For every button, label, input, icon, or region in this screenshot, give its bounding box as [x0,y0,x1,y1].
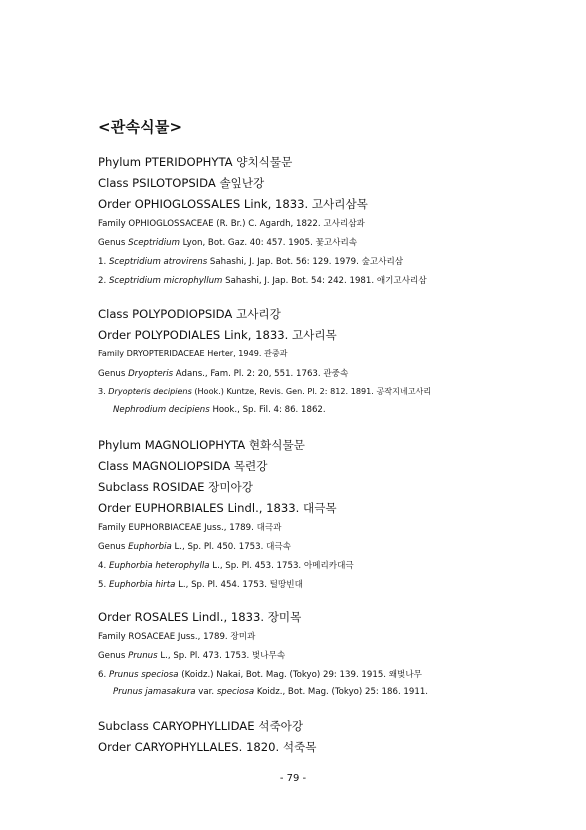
species-name: Dryopteris decipiens [108,386,192,396]
genus-name: Sceptridium [128,238,180,248]
species-line [98,386,431,397]
species-number: 1. [98,257,109,267]
genus-name: Prunus [128,651,158,661]
species-citation: (Koidz.) Nakai, Bot. Mag. (Tokyo) 29: 139. 1915. 왜벚나무 [178,670,422,680]
page-number: - 79 - [279,773,307,784]
order-line: Order EUPHORBIALES Lindl., 1833. 대극목 [98,501,337,515]
species-citation: Sahashi, J. Jap. Bot. 54: 242. 1981. 애기고사리삼 [222,276,427,286]
genus-citation: L., Sp. Pl. 473. 1753. 벚나무속 [157,651,286,661]
species-line [98,274,427,286]
genus-name: Dryopteris [128,369,174,379]
order-line: Order OPHIOGLOSSALES Link, 1833. 고사리삼목 [98,197,368,211]
genus-citation: Lyon, Bot. Gaz. 40: 457. 1905. 꽃고사리속 [179,238,358,248]
species-citation: L., Sp. Pl. 454. 1753. 털땅빈대 [175,580,303,590]
species-number: 2. [98,276,109,286]
species-citation: (Hook.) Kuntze, Revis. Gen. Pl. 2: 812. 1891. 공작지네고사리 [191,386,432,396]
genus-label: Genus [98,542,129,552]
genus-name: Euphorbia [128,542,172,552]
species-name: Sceptridium microphyllum [108,276,223,286]
class-line: Class PSILOTOPSIDA 솔잎난강 [98,176,265,190]
synonym-name: Nephrodium decipiens [113,405,210,415]
order-line: Order POLYPODIALES Link, 1833. 고사리목 [98,328,337,342]
genus-label: Genus [98,651,129,661]
genus-line [98,540,291,552]
genus-label: Genus [98,369,129,379]
genus-line [98,236,357,248]
synonym-name: Prunus jamasakura [113,687,196,697]
subclass-line: Subclass CARYOPHYLLIDAE 석죽아강 [98,719,304,733]
family-line: Family OPHIOGLOSSACEAE (R. Br.) C. Agardh, 1822. 고사리삼과 [98,219,365,229]
synonym-citation: Koidz., Bot. Mag. (Tokyo) 25: 186. 1911. [254,687,429,697]
phylum-line: Phylum MAGNOLIOPHYTA 현화식물문 [98,438,305,452]
species-line [98,559,354,571]
species-number: 3. [98,386,109,396]
genus-citation: Adans., Fam. Pl. 2: 20, 551. 1763. 관중속 [173,369,349,379]
species-number: 4. [98,561,109,571]
species-citation: Sahashi, J. Jap. Bot. 56: 129. 1979. 숲고사리삼 [207,257,404,267]
species-line [98,255,403,267]
species-number: 6. [98,670,109,680]
synonym-line [113,405,326,415]
species-name: Euphorbia hirta [108,580,176,590]
genus-line [98,367,348,379]
species-line [98,578,303,590]
family-line: Family ROSACEAE Juss., 1789. 장미과 [98,632,256,642]
class-line: Class POLYPODIOPSIDA 고사리강 [98,307,281,321]
family-line: Family DRYOPTERIDACEAE Herter, 1949. 관중과 [98,348,288,358]
species-citation: L., Sp. Pl. 453. 1753. 아메리카대극 [209,561,354,571]
phylum-line: Phylum PTERIDOPHYTA 양치식물문 [98,155,293,169]
synonym-epithet: speciosa [216,687,255,697]
species-name: Sceptridium atrovirens [108,257,208,267]
order-line: Order CARYOPHYLLALES. 1820. 석죽목 [98,740,317,754]
subclass-line: Subclass ROSIDAE 장미아강 [98,480,253,494]
genus-citation: L., Sp. Pl. 450. 1753. 대극속 [171,542,291,552]
synonym-line [113,687,428,697]
class-line: Class MAGNOLIOPSIDA 목련강 [98,459,268,473]
synonym-citation: Hook., Sp. Fil. 4: 86. 1862. [209,405,326,415]
order-line: Order ROSALES Lindl., 1833. 장미목 [98,610,302,624]
synonym-rank: var. [195,687,217,697]
species-line [98,668,422,680]
family-line: Family EUPHORBIACEAE Juss., 1789. 대극과 [98,523,282,533]
genus-label: Genus [98,238,129,248]
species-name: Euphorbia heterophylla [108,561,210,571]
section-heading: <관속식물> [98,118,183,136]
species-number: 5. [98,580,109,590]
species-name: Prunus speciosa [108,670,179,680]
genus-line [98,649,285,661]
